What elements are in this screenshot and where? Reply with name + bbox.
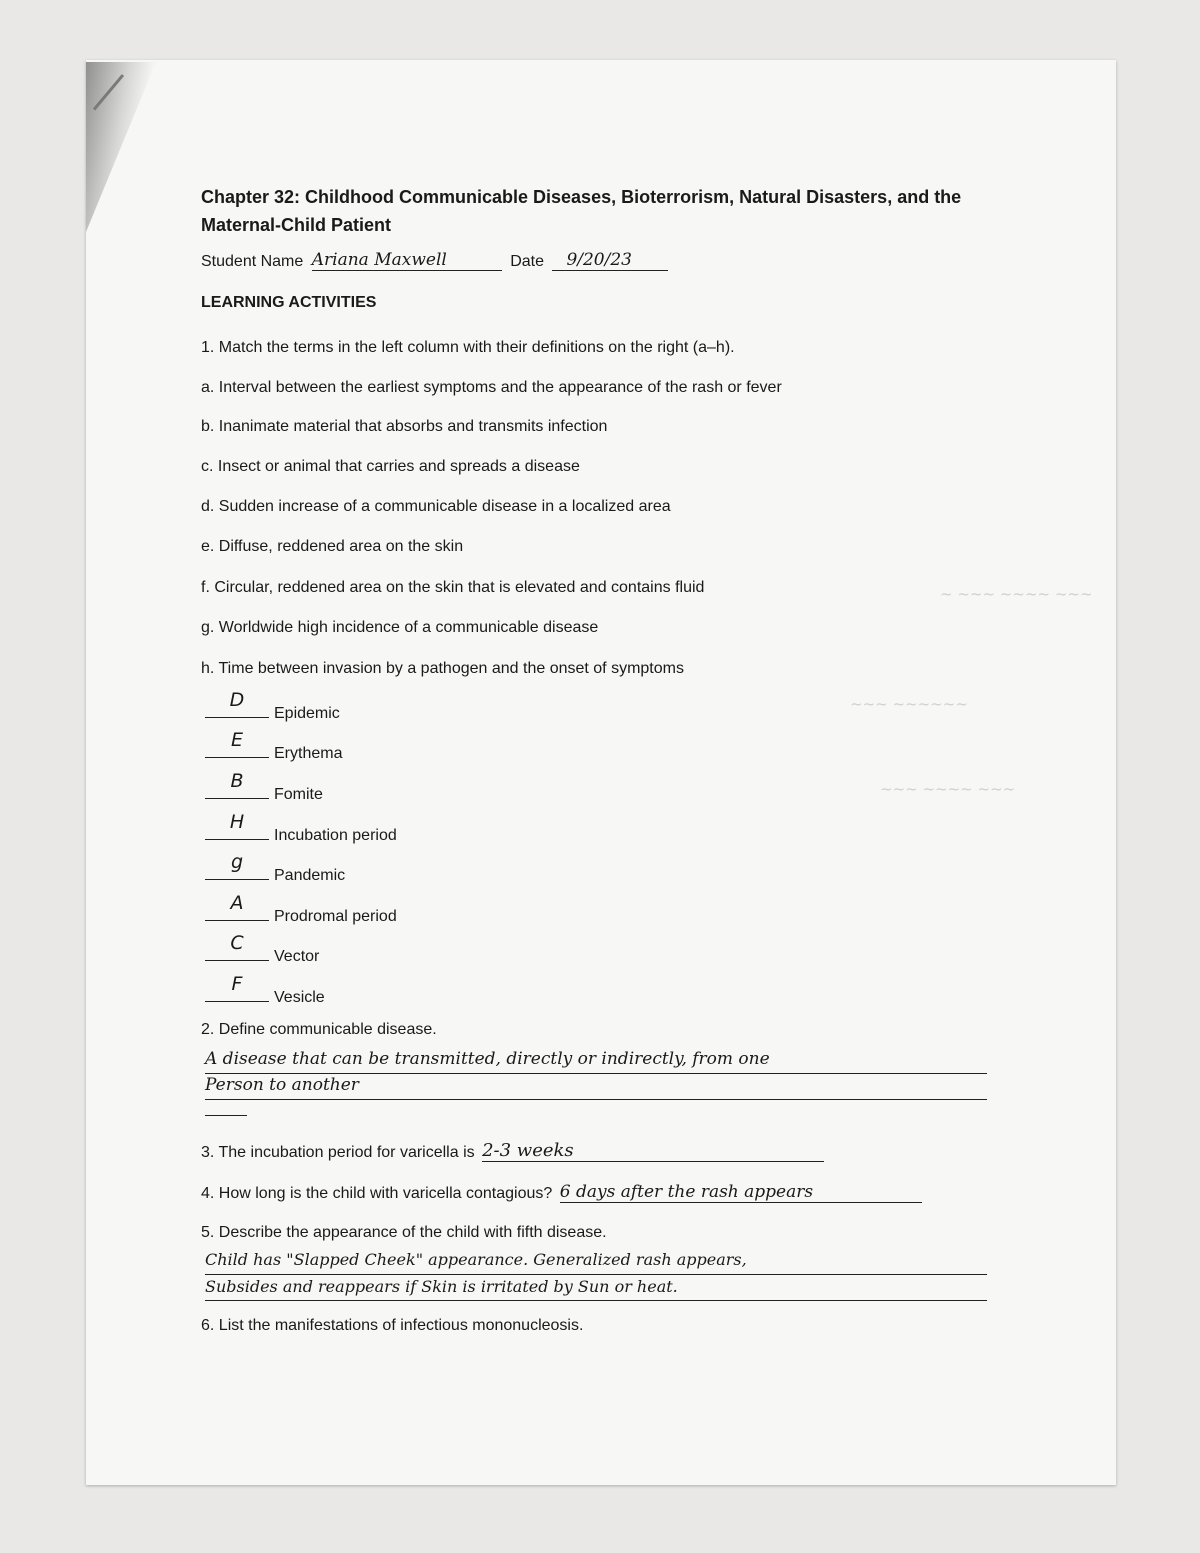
date-field[interactable] bbox=[552, 250, 668, 271]
q3-prompt: 3. The incubation period for varicella is bbox=[201, 1144, 475, 1161]
q3-answer-value: 2-3 weeks bbox=[482, 1140, 574, 1161]
term-label: Epidemic bbox=[274, 705, 340, 722]
definition-b: b. Inanimate material that absorbs and transmits infection bbox=[201, 418, 608, 435]
match-row-prodromal-period bbox=[205, 892, 397, 926]
q4-answer-value: 6 days after the rash appears bbox=[559, 1182, 814, 1202]
bleed-through-text: ~~~ ~~~~~~ bbox=[850, 695, 968, 713]
q2-prompt: 2. Define communicable disease. bbox=[201, 1021, 437, 1038]
answer-blank[interactable]: E bbox=[205, 737, 269, 758]
q4-answer-field[interactable] bbox=[560, 1182, 922, 1203]
match-row-vesicle bbox=[205, 973, 325, 1007]
term-label: Vesicle bbox=[274, 989, 325, 1006]
term-label: Pandemic bbox=[274, 867, 346, 884]
bleed-through-text: ~~~ ~~~~ ~~~ bbox=[880, 780, 1016, 798]
match-row-incubation-period bbox=[205, 811, 397, 845]
definition-g: g. Worldwide high incidence of a communicable disease bbox=[201, 619, 599, 636]
term-label: Fomite bbox=[274, 786, 323, 803]
page-title: Chapter 32: Childhood Communicable Diseases, Bioterrorism, Natural Disasters, and the Maternal-Child Patient bbox=[201, 187, 962, 235]
q5-answer-text-1: Child has "Slapped Cheek" appearance. Generalized rash appears, bbox=[205, 1250, 747, 1269]
match-row-fomite bbox=[205, 770, 323, 804]
match-row-vector bbox=[205, 932, 320, 966]
student-info-row bbox=[201, 250, 668, 271]
answer-blank[interactable]: C bbox=[205, 940, 269, 961]
student-name-value: Ariana Maxwell bbox=[311, 250, 447, 270]
definition-d: d. Sudden increase of a communicable disease in a localized area bbox=[201, 498, 671, 515]
answer-blank[interactable]: F bbox=[205, 981, 269, 1002]
date-label: Date bbox=[510, 253, 544, 270]
q2-answer-text-2: Person to another bbox=[205, 1075, 359, 1095]
answer-blank[interactable]: H bbox=[205, 819, 269, 840]
student-name-label: Student Name bbox=[201, 253, 304, 270]
date-value: 9/20/23 bbox=[566, 250, 632, 270]
q5-answer-text-2: Subsides and reappears if Skin is irritated by Sun or heat. bbox=[205, 1277, 678, 1296]
q4-row bbox=[201, 1182, 922, 1203]
section-heading: LEARNING ACTIVITIES bbox=[201, 294, 377, 311]
definition-e: e. Diffuse, reddened area on the skin bbox=[201, 538, 464, 555]
term-label: Vector bbox=[274, 948, 320, 965]
definition-f: f. Circular, reddened area on the skin that is elevated and contains fluid bbox=[201, 579, 705, 596]
answer-blank[interactable]: D bbox=[205, 697, 269, 718]
bleed-through-text: ~ ~~~ ~~~~ ~~~ bbox=[940, 585, 1093, 603]
term-label: Incubation period bbox=[274, 827, 397, 844]
q3-answer-field[interactable] bbox=[482, 1140, 824, 1162]
q6-prompt: 6. List the manifestations of infectious mononucleosis. bbox=[201, 1317, 584, 1334]
definition-h: h. Time between invasion by a pathogen and the onset of symptoms bbox=[201, 660, 684, 677]
answer-blank[interactable]: g bbox=[205, 859, 269, 880]
definition-c: c. Insect or animal that carries and spreads a disease bbox=[201, 458, 580, 475]
definition-a: a. Interval between the earliest symptoms and the appearance of the rash or fever bbox=[201, 379, 782, 396]
q1-prompt: 1. Match the terms in the left column with their definitions on the right (a–h). bbox=[201, 339, 735, 356]
student-name-field[interactable] bbox=[312, 250, 502, 271]
answer-blank[interactable]: B bbox=[205, 778, 269, 799]
term-label: Prodromal period bbox=[274, 908, 397, 925]
q2-answer-line-3[interactable] bbox=[205, 1093, 247, 1116]
q5-prompt: 5. Describe the appearance of the child with fifth disease. bbox=[201, 1224, 607, 1241]
q2-answer-text-1: A disease that can be transmitted, directly or indirectly, from one bbox=[205, 1049, 770, 1069]
match-row-erythema bbox=[205, 729, 343, 763]
term-label: Erythema bbox=[274, 745, 343, 762]
match-row-pandemic bbox=[205, 851, 346, 885]
match-row-epidemic bbox=[205, 689, 340, 723]
q4-prompt: 4. How long is the child with varicella contagious? bbox=[201, 1185, 553, 1202]
q3-row bbox=[201, 1140, 824, 1162]
answer-blank[interactable]: A bbox=[205, 900, 269, 921]
